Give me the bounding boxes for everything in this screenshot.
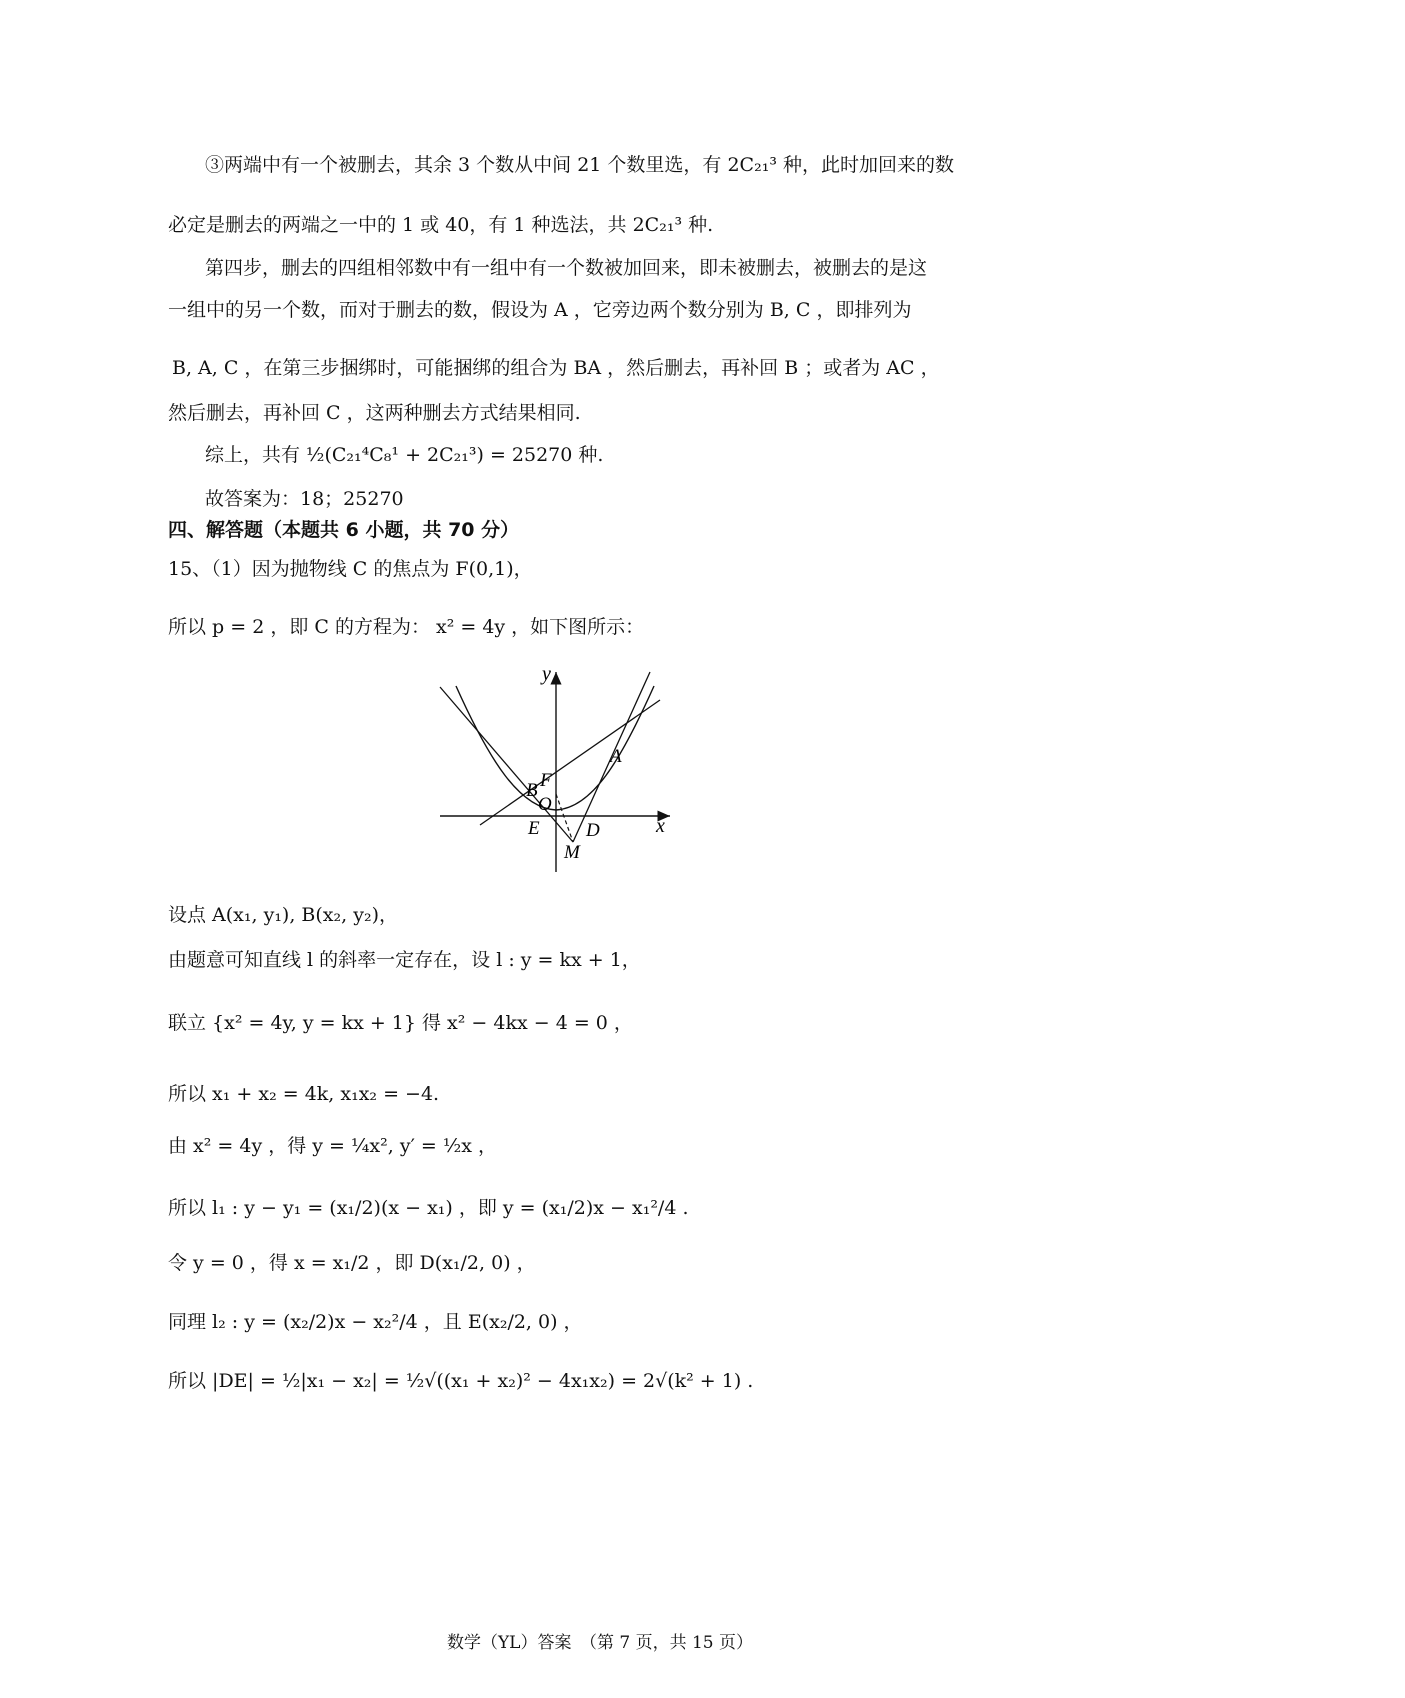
line-2: 必定是删去的两端之一中的 1 或 40，有 1 种选法，共 2C₂₁³ 种. xyxy=(168,214,714,236)
label-F: F xyxy=(540,770,552,791)
line-17: 所以 l₁ : y − y₁ = (x₁/2)(x − x₁) ，即 y = (x₁/2)x − x₁²/4 . xyxy=(168,1197,689,1219)
line-14: 联立 {x² = 4y, y = kx + 1} 得 x² − 4kx − 4 = 0 ， xyxy=(168,1012,633,1034)
line-8: 故答案为：18；25270 xyxy=(205,488,404,510)
label-O: O xyxy=(538,794,552,815)
tangent-l2 xyxy=(440,687,573,842)
parabola-figure xyxy=(470,663,710,912)
line-11: 所以 p = 2 ，即 C 的方程为： x² = 4y ，如下图所示： xyxy=(168,616,645,638)
dashed-FM xyxy=(556,794,573,842)
line-10: 15、（1）因为抛物线 C 的焦点为 F(0,1)， xyxy=(168,558,533,580)
line-20: 所以 |DE| = ½|x₁ − x₂| = ½√((x₁ + x₂)² − 4x₁x₂) = 2√(k² + 1) . xyxy=(168,1370,754,1392)
line-16: 由 x² = 4y ，得 y = ¼x², y′ = ½x ， xyxy=(168,1135,498,1157)
line-7: 综上，共有 ½(C₂₁⁴C₈¹ + 2C₂₁³) = 25270 种. xyxy=(205,444,604,466)
line-15: 所以 x₁ + x₂ = 4k, x₁x₂ = −4. xyxy=(168,1083,440,1105)
line-13: 由题意可知直线 l 的斜率一定存在，设 l : y = kx + 1， xyxy=(168,949,641,971)
label-y: y xyxy=(542,663,551,685)
label-B: B xyxy=(526,780,538,801)
label-E: E xyxy=(528,818,540,839)
line-1: ③两端中有一个被删去，其余 3 个数从中间 21 个数里选，有 2C₂₁³ 种，此时加回来的数 xyxy=(205,154,954,176)
page-footer: 数学（YL）答案 （第 7 页，共 15 页） xyxy=(446,1633,754,1653)
label-A: A xyxy=(610,746,622,767)
line-5: B, A, C ，在第三步捆绑时，可能捆绑的组合为 BA ，然后删去，再补回 B ；或者为 AC ， xyxy=(172,357,940,379)
label-M: M xyxy=(564,842,580,863)
line-4: 一组中的另一个数，而对于删去的数，假设为 A ，它旁边两个数分别为 B, C ，即排列为 xyxy=(168,299,912,321)
line-12: 设点 A(x₁, y₁), B(x₂, y₂)， xyxy=(168,904,398,926)
parabola xyxy=(456,686,654,810)
label-D: D xyxy=(586,820,600,841)
line-19: 同理 l₂ : y = (x₂/2)x − x₂²/4 ，且 E(x₂/2, 0) ， xyxy=(168,1311,583,1333)
line-3: 第四步，删去的四组相邻数中有一组中有一个数被加回来，即未被删去，被删去的是这 xyxy=(205,257,928,279)
label-x: x xyxy=(656,815,665,837)
line-6: 然后删去，再补回 C ，这两种删去方式结果相同. xyxy=(168,402,581,424)
section-heading: 四、解答题（本题共 6 小题，共 70 分） xyxy=(168,519,520,541)
line-18: 令 y = 0 ，得 x = x₁/2 ，即 D(x₁/2, 0) ， xyxy=(168,1252,536,1274)
